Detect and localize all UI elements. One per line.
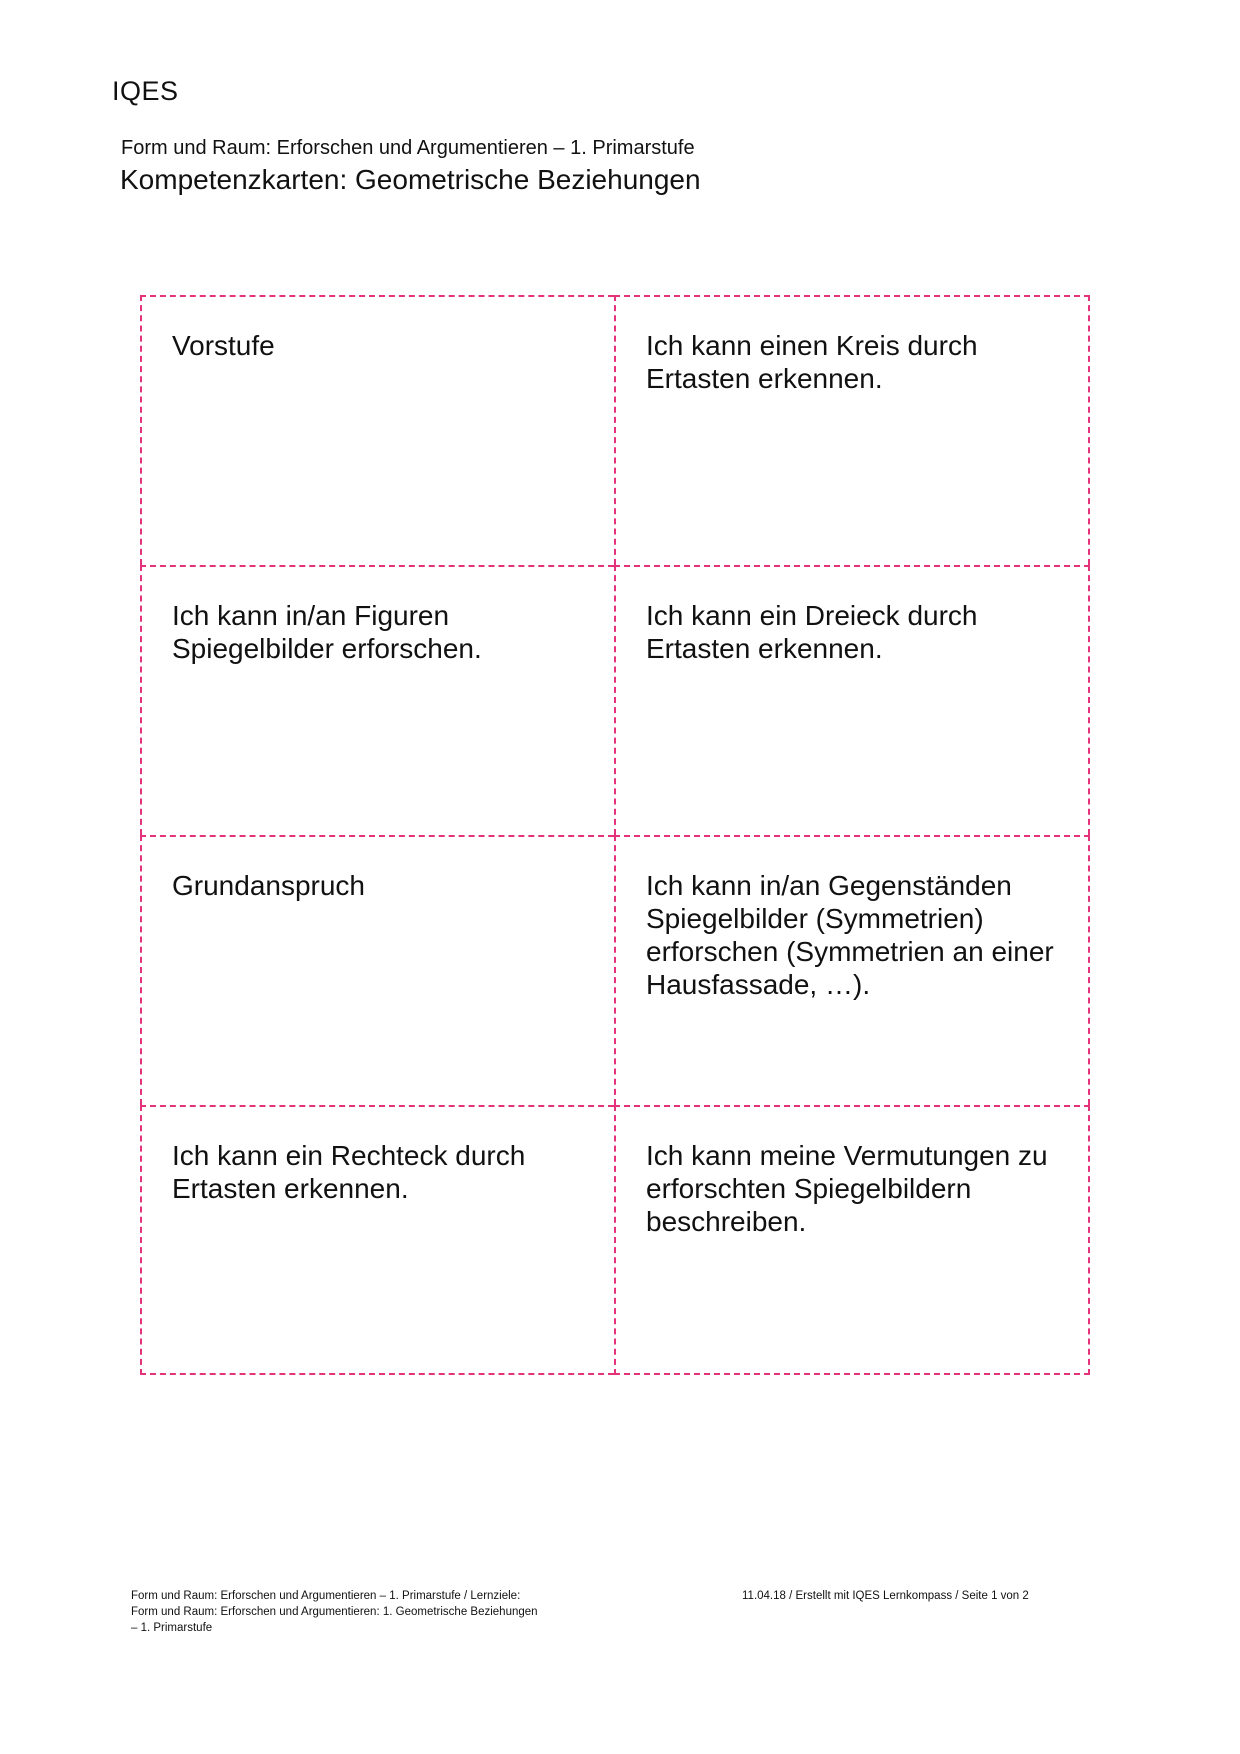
footer-source-line: Form und Raum: Erforschen und Argumentieren – 1. Primarstufe / Lernziele: (131, 1590, 521, 1602)
card-figure-mirror: Ich kann in/an Figuren Spiegelbilder erforschen. (140, 565, 614, 835)
card-level-vorstufe: Vorstufe (140, 295, 614, 565)
document-title: Kompetenzkarten: Geometrische Beziehungen (120, 164, 701, 195)
card-describe-assumptions: Ich kann meine Vermutungen zu erforschten Spiegelbildern beschreiben. (614, 1105, 1090, 1375)
competence-cards-grid (140, 295, 1090, 1375)
footer-source-line: – 1. Primarstufe (131, 1622, 213, 1634)
card-rectangle-touch: Ich kann ein Rechteck durch Ertasten erkennen. (140, 1105, 614, 1375)
card-object-symmetry: Ich kann in/an Gegenständen Spiegelbilder (Symmetrien) erforschen (Symmetrien an einer Hausfassade, …). (614, 835, 1090, 1105)
brand-logo-text: IQES (112, 76, 179, 106)
footer-source-line: Form und Raum: Erforschen und Argumentieren: 1. Geometrische Beziehungen (131, 1606, 538, 1618)
card-level-grundanspruch: Grundanspruch (140, 835, 614, 1105)
card-triangle-touch: Ich kann ein Dreieck durch Ertasten erkennen. (614, 565, 1090, 835)
document-subtitle: Form und Raum: Erforschen und Argumentieren – 1. Primarstufe (121, 137, 695, 159)
footer-source (131, 1588, 601, 1636)
footer-page-info: 11.04.18 / Erstellt mit IQES Lernkompass / Seite 1 von 2 (742, 1590, 1029, 1602)
card-circle-touch: Ich kann einen Kreis durch Ertasten erkennen. (614, 295, 1090, 565)
